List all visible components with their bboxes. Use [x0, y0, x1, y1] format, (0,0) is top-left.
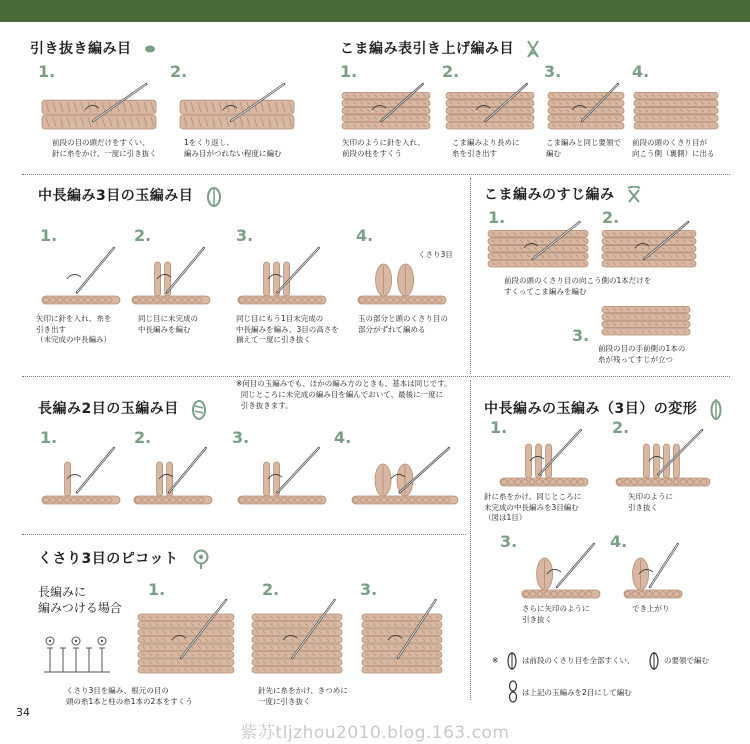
- dc-puff-step4-illustration: [350, 446, 460, 508]
- dc-puff-step1-illustration: [40, 446, 122, 508]
- sc-back-loop-title: こま編みのすじ編み: [484, 184, 642, 204]
- step-caption: さらに矢印のように 引き抜く: [522, 604, 590, 624]
- section-divider-vertical: [470, 178, 471, 374]
- legend-text: は上記の玉編みを2目にして編む: [522, 688, 632, 697]
- picot-chart-symbol: [42, 632, 112, 678]
- puff-legend-icon: [506, 650, 518, 672]
- step-number: 4.: [610, 532, 628, 551]
- slip-stitch-step2-illustration: [178, 82, 296, 134]
- puff-legend-icon: [648, 650, 660, 672]
- step-number: 4.: [632, 62, 650, 81]
- step-number: 4.: [334, 428, 352, 447]
- step-number: 2.: [170, 62, 188, 81]
- step-number: 2.: [612, 418, 630, 437]
- step-number: 2.: [442, 62, 460, 81]
- sc-back-loop-step2-illustration: [600, 220, 698, 272]
- picot-symbol-icon: [190, 548, 212, 570]
- hdc-puff-step4-illustration: [356, 252, 448, 308]
- step-number: 3.: [572, 326, 590, 345]
- step-caption: 前段の頭のくさり目が 向こう側（裏側）に出る: [632, 138, 715, 158]
- picot-title: くさり3目のピコット: [38, 548, 212, 570]
- step-caption: 矢印のように 引き抜く: [628, 492, 673, 512]
- sc-back-loop-symbol-icon: [626, 186, 642, 204]
- section-divider: [22, 534, 466, 535]
- hdc-puff-var-step1-illustration: [498, 428, 590, 490]
- step-caption: 針に糸をかけ、同じところに 未完成の中長編みを3目編む （図は1目）: [484, 492, 582, 522]
- legend-mark: ※: [492, 656, 499, 665]
- step-number: 1.: [40, 226, 58, 245]
- step-caption: 同じ目にもう1目未完成の 中長編みを編み、3目の高さを 揃えて一度に引き抜く: [236, 314, 339, 344]
- hdc-puff-variation-title: 中長編みの玉編み（3目）の変形: [484, 396, 723, 422]
- step-number: 1.: [38, 62, 56, 81]
- section-divider: [22, 174, 730, 175]
- step-number: 1.: [40, 428, 58, 447]
- step-number: 3.: [360, 580, 378, 599]
- slip-stitch-symbol-icon: [143, 44, 157, 54]
- step-caption: こま編みより長めに 糸を引き出す: [452, 138, 520, 158]
- front-post-sc-symbol-icon: [525, 39, 541, 59]
- chain-3-label: くさり3目: [418, 250, 453, 259]
- step-caption: こま編みと同じ要領で 編む: [546, 138, 621, 158]
- sc-back-loop-step1-illustration: [486, 220, 590, 272]
- step-number: 2.: [262, 580, 280, 599]
- legend-text: は前段のくさり目を全部すくい、: [522, 656, 635, 665]
- step-caption: 同じ目に未完成の 中長編みを編む: [138, 314, 198, 334]
- step-number: 1.: [340, 62, 358, 81]
- page-number: 34: [16, 706, 30, 719]
- step-number: 3.: [232, 428, 250, 447]
- front-post-sc-step1-illustration: [340, 82, 432, 134]
- dc-puff-symbol-icon: [190, 396, 208, 422]
- step-caption: 1をくり返し、 編み目がつれない程度に編む: [184, 138, 282, 158]
- step-number: 2.: [602, 208, 620, 227]
- slip-stitch-title: 引き抜き編み目: [30, 38, 157, 58]
- dc-puff-step2-illustration: [132, 446, 214, 508]
- hdc-3-puff-title: 中長編み3目の玉編み目: [38, 184, 223, 208]
- step-caption: くさり3目を編み、根元の目の 頭の糸1本と柱の糸1本の2本をすくう: [66, 686, 193, 706]
- hdc-puff-symbol-icon: [205, 184, 223, 208]
- front-post-sc-title: こま編み表引き上げ編み目: [340, 38, 541, 59]
- step-caption: 前段の頭のくさり目の向こう側の1本だけを すくってこま編みを編む: [504, 276, 652, 296]
- section-divider-vertical: [470, 380, 471, 700]
- hdc-puff-var-step2-illustration: [614, 428, 712, 490]
- section-divider: [22, 376, 730, 377]
- hdc-puff-step2-illustration: [130, 246, 212, 308]
- picot-step1-illustration: [136, 598, 236, 678]
- hdc-puff-var-step3-illustration: [520, 542, 602, 602]
- front-post-sc-step2-illustration: [444, 82, 536, 134]
- hdc-puff-var-step4-illustration: [622, 542, 684, 602]
- front-post-sc-step4-illustration: [632, 82, 720, 134]
- step-number: 4.: [356, 226, 374, 245]
- step-number: 1.: [148, 580, 166, 599]
- top-color-bar: [0, 0, 750, 22]
- legend-text: の要領で編む: [664, 656, 709, 665]
- double-puff-legend-icon: [506, 680, 520, 704]
- step-number: 2.: [134, 428, 152, 447]
- step-number: 3.: [236, 226, 254, 245]
- step-number: 2.: [134, 226, 152, 245]
- step-number: 1.: [490, 418, 508, 437]
- front-post-sc-step3-illustration: [546, 82, 626, 134]
- step-caption: 前段の目の手前側の1本の 糸が残ってすじが立つ: [598, 344, 686, 364]
- dc-puff-step3-illustration: [236, 446, 328, 508]
- step-caption: 前段の目の頭だけをすくい、 針に糸をかけ、一度に引き抜く: [52, 138, 157, 158]
- puff-note: ※何目の玉編みでも、ほかの編み方のときも、基本は同じです。 同じところに未完成の編み目を編んでおいて、最後に一度に 引き抜きます。: [236, 379, 452, 410]
- step-caption: 矢印のように針を入れ、 前段の柱をすくう: [342, 138, 425, 158]
- dc-2-puff-title: 長編み2目の玉編み目: [38, 396, 208, 422]
- picot-step2-illustration: [250, 598, 344, 678]
- hdc-puff-step1-illustration: [40, 246, 122, 308]
- sc-back-loop-step3-illustration: [600, 298, 692, 340]
- step-number: 3.: [500, 532, 518, 551]
- footer-watermark: 紫苏tljzhou2010.blog.163.com: [240, 723, 510, 743]
- step-number: 1.: [488, 208, 506, 227]
- picot-side-label: 長編みに 編みつける場合: [38, 585, 122, 615]
- step-caption: でき上がり: [632, 604, 670, 613]
- step-caption: 矢印に針を入れ、糸を 引き出す （未完成の中長編み）: [36, 314, 112, 344]
- step-number: 3.: [544, 62, 562, 81]
- slip-stitch-step1-illustration: [40, 82, 158, 134]
- hdc-puff-variation-symbol-icon: [709, 396, 723, 422]
- step-caption: 針先に糸をかけ、きつめに 一度に引き抜く: [258, 686, 348, 706]
- hdc-puff-step3-illustration: [236, 246, 328, 308]
- step-caption: 玉の部分と頭のくさり目の 部分がずれて編める: [358, 314, 448, 334]
- picot-step3-illustration: [360, 598, 444, 678]
